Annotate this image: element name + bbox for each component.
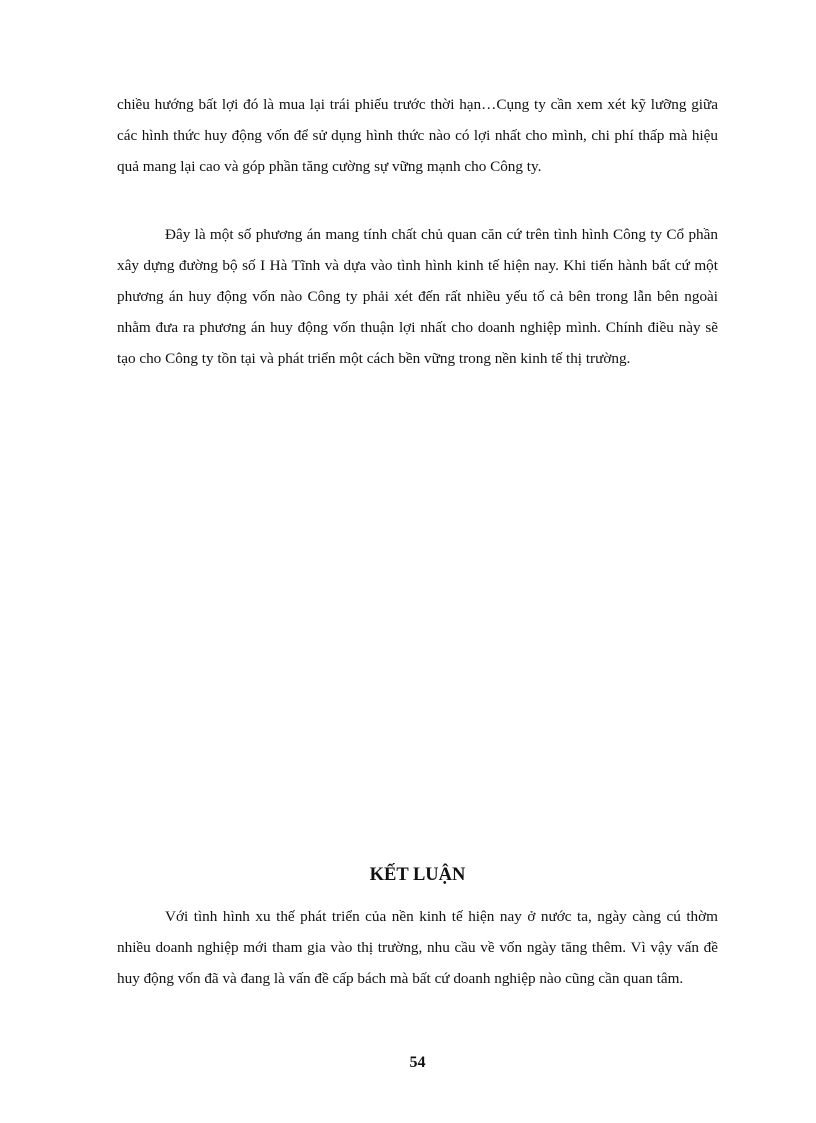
conclusion-paragraph: Với tình hình xu thế phát triển của nền kinh tế hiện nay ở nước ta, ngày càng cú thờm nhiều doanh nghiệp mới tham gia vào thị trường, nhu cầu về vốn ngày tăng thêm. Vì vậy vấn đề huy động vốn đã và đang là vấn đề cấp bách mà bất cứ doanh nghiệp nào cũng cần quan tâm. [117, 908, 718, 987]
body-paragraph-1: chiều hướng bất lợi đó là mua lại trái phiếu trước thời hạn…Cụng ty cần xem xét kỹ lưỡng giữa các hình thức huy động vốn để sử dụng hình thức nào có lợi nhất cho mình, chi phí thấp mà hiệu quả mang lại cao và góp phần tăng cường sự vững mạnh cho Công ty. [117, 96, 718, 175]
conclusion-heading: KẾT LUẬN [369, 865, 466, 885]
page-number: 54 [409, 1054, 426, 1071]
body-paragraph-2: Đây là một số phương án mang tính chất chủ quan căn cứ trên tình hình Công ty Cổ phần xây dựng đường bộ số I Hà Tĩnh và dựa vào tình hình kinh tế hiện nay. Khi tiến hành bất cứ một phương án huy động vốn nào Công ty phải xét đến rất nhiều yếu tố cả bên trong lẫn bên ngoài nhằm đưa ra phương án huy động vốn thuận lợi nhất cho doanh nghiệp mình. Chính điều này sẽ tạo cho Công ty tồn tại và phát triển một cách bền vững trong nền kinh tế thị trường. [117, 226, 718, 367]
